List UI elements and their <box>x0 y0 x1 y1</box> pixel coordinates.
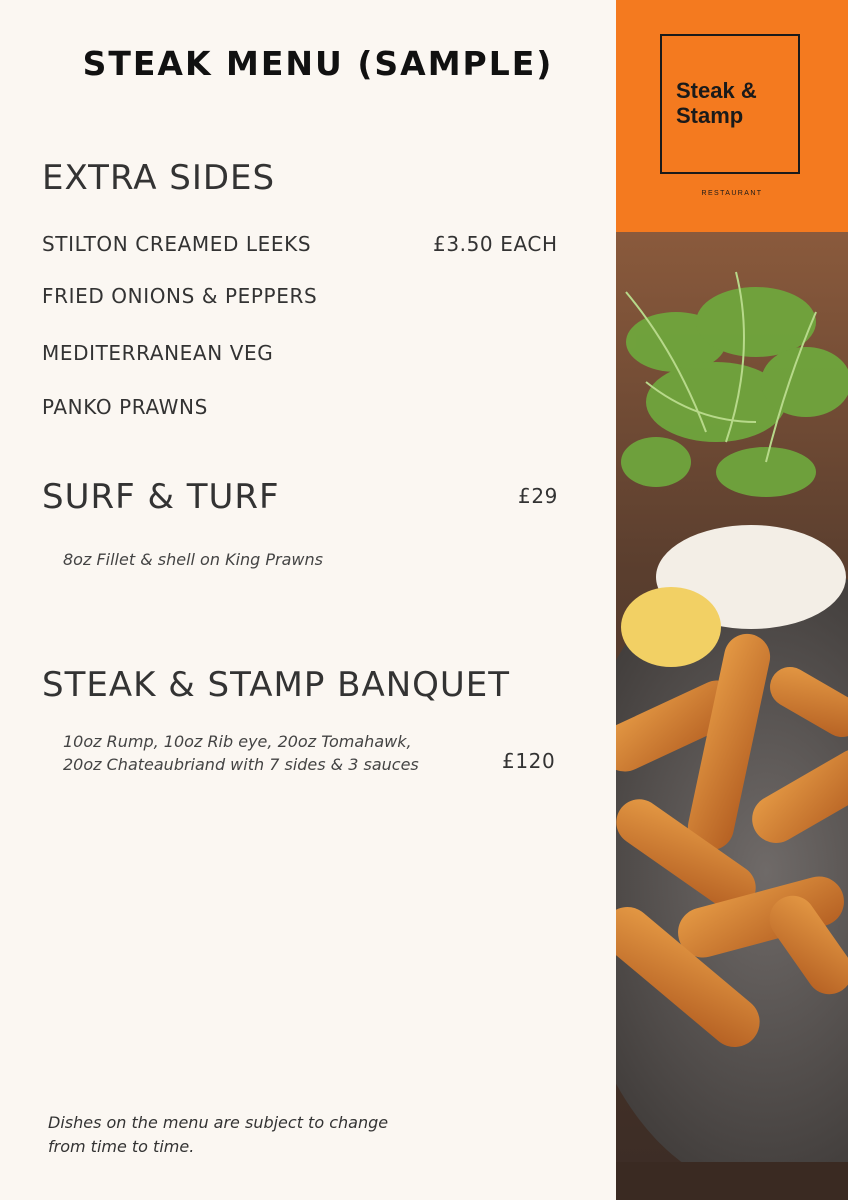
disclaimer-line2: from time to time. <box>48 1137 195 1156</box>
menu-item-onions: FRIED ONIONS & PEPPERS <box>42 284 318 308</box>
brand-logo-name <box>676 78 757 128</box>
disclaimer-line1: Dishes on the menu are subject to change <box>48 1113 389 1132</box>
brand-name-line2: Stamp <box>676 103 744 128</box>
banquet-price: £120 <box>502 749 556 773</box>
menu-item-veg: MEDITERRANEAN VEG <box>42 341 274 365</box>
brand-logo-panel <box>616 0 848 232</box>
banquet-description-line1: 10oz Rump, 10oz Rib eye, 20oz Tomahawk, <box>63 732 412 751</box>
brand-tagline: RESTAURANT <box>701 190 763 197</box>
disclaimer-note <box>48 1111 468 1159</box>
lemon-wedge <box>621 587 721 667</box>
table-edge <box>616 1162 848 1200</box>
surf-turf-description: 8oz Fillet & shell on King Prawns <box>63 550 323 569</box>
banquet-heading: STEAK & STAMP BANQUET <box>42 665 511 705</box>
surf-turf-heading: SURF & TURF <box>42 477 280 517</box>
food-photo <box>616 232 848 1200</box>
brand-name-line1: Steak & <box>676 78 757 103</box>
extra-sides-price: £3.50 EACH <box>433 232 558 256</box>
surf-turf-price: £29 <box>518 484 558 508</box>
menu-item-stilton: STILTON CREAMED LEEKS <box>42 232 312 256</box>
banquet-description-line2: 20oz Chateaubriand with 7 sides & 3 sauces <box>63 755 419 774</box>
page-title: STEAK MENU (SAMPLE) <box>82 44 554 83</box>
menu-item-prawns: PANKO PRAWNS <box>42 395 208 419</box>
side-panel <box>616 0 848 1200</box>
extra-sides-heading: EXTRA SIDES <box>42 158 276 198</box>
